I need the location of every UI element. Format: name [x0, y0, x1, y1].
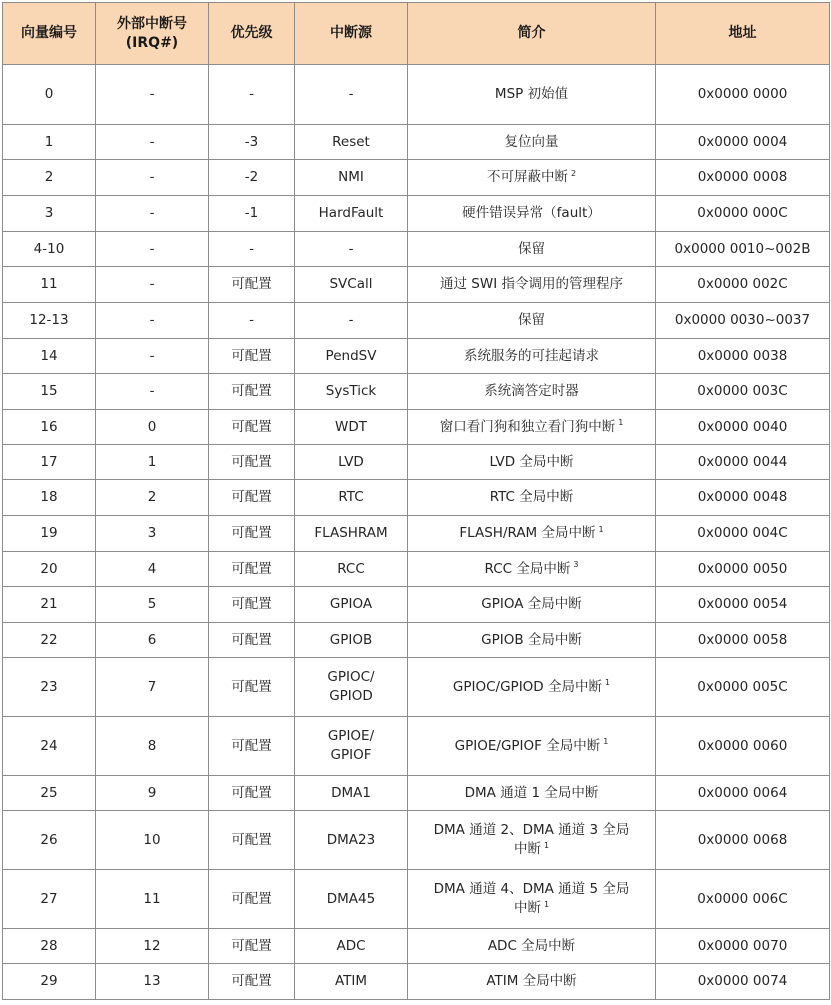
table-row — [3, 303, 830, 339]
cell-priority: 可配置 — [209, 374, 295, 410]
table-row — [3, 658, 830, 717]
cell-interrupt-source: RCC — [295, 552, 408, 587]
interrupt-vector-table — [2, 2, 830, 1000]
table-row — [3, 929, 830, 964]
table-header-row — [3, 3, 830, 65]
cell-address: 0x0000 0010~002B — [656, 232, 830, 267]
cell-vector-number: 18 — [3, 480, 96, 516]
table-row — [3, 374, 830, 410]
cell-vector-number: 2 — [3, 160, 96, 196]
cell-interrupt-source: DMA45 — [295, 870, 408, 929]
cell-vector-number: 20 — [3, 552, 96, 587]
cell-vector-number: 29 — [3, 964, 96, 1000]
cell-description: FLASH/RAM 全局中断 $^1$ — [408, 516, 656, 552]
header-address: 地址 — [656, 3, 830, 65]
cell-interrupt-source: DMA23 — [295, 811, 408, 870]
cell-description: 通过 SWI 指令调用的管理程序 — [408, 267, 656, 303]
cell-description: DMA 通道 4、DMA 通道 5 全局 中断 $^1$ — [408, 870, 656, 929]
cell-address: 0x0000 000C — [656, 196, 830, 232]
cell-priority: 可配置 — [209, 516, 295, 552]
table-row — [3, 587, 830, 623]
table-row — [3, 717, 830, 776]
table-row — [3, 267, 830, 303]
cell-vector-number: 3 — [3, 196, 96, 232]
cell-address: 0x0000 0000 — [656, 65, 830, 125]
table-row — [3, 480, 830, 516]
cell-address: 0x0000 006C — [656, 870, 830, 929]
cell-external-irq: 12 — [96, 929, 209, 964]
cell-vector-number: 21 — [3, 587, 96, 623]
table-row — [3, 232, 830, 267]
cell-external-irq: - — [96, 267, 209, 303]
cell-vector-number: 11 — [3, 267, 96, 303]
cell-description: GPIOC/GPIOD 全局中断 $^1$ — [408, 658, 656, 717]
footnote-marker: 1 — [543, 840, 550, 850]
cell-address: 0x0000 0064 — [656, 776, 830, 811]
cell-priority: 可配置 — [209, 267, 295, 303]
cell-external-irq: - — [96, 65, 209, 125]
cell-priority: 可配置 — [209, 623, 295, 658]
cell-priority: 可配置 — [209, 870, 295, 929]
header-priority: 优先级 — [209, 3, 295, 65]
cell-vector-number: 16 — [3, 410, 96, 445]
cell-interrupt-source: Reset — [295, 125, 408, 160]
cell-description: LVD 全局中断 — [408, 445, 656, 480]
cell-description: 保留 — [408, 232, 656, 267]
cell-interrupt-source: GPIOB — [295, 623, 408, 658]
header-interrupt-source: 中断源 — [295, 3, 408, 65]
cell-vector-number: 23 — [3, 658, 96, 717]
cell-address: 0x0000 0030~0037 — [656, 303, 830, 339]
header-vector-number: 向量编号 — [3, 3, 96, 65]
table-row — [3, 776, 830, 811]
cell-description: 系统服务的可挂起请求 — [408, 339, 656, 374]
cell-description: RTC 全局中断 — [408, 480, 656, 516]
cell-priority: 可配置 — [209, 339, 295, 374]
cell-description: 系统滴答定时器 — [408, 374, 656, 410]
cell-description: 保留 — [408, 303, 656, 339]
cell-interrupt-source: SysTick — [295, 374, 408, 410]
cell-interrupt-source: PendSV — [295, 339, 408, 374]
cell-address: 0x0000 003C — [656, 374, 830, 410]
cell-address: 0x0000 0054 — [656, 587, 830, 623]
table-row — [3, 623, 830, 658]
cell-description: 窗口看门狗和独立看门狗中断 $^1$ — [408, 410, 656, 445]
cell-address: 0x0000 0060 — [656, 717, 830, 776]
cell-external-irq: 8 — [96, 717, 209, 776]
cell-external-irq: 4 — [96, 552, 209, 587]
cell-interrupt-source: RTC — [295, 480, 408, 516]
cell-address: 0x0000 002C — [656, 267, 830, 303]
cell-external-irq: - — [96, 125, 209, 160]
cell-external-irq: 3 — [96, 516, 209, 552]
cell-interrupt-source: HardFault — [295, 196, 408, 232]
cell-external-irq: 10 — [96, 811, 209, 870]
cell-description: GPIOA 全局中断 — [408, 587, 656, 623]
footnote-marker: 1 — [598, 524, 604, 534]
cell-address: 0x0000 004C — [656, 516, 830, 552]
footnote-marker: 3 — [573, 560, 579, 569]
cell-vector-number: 26 — [3, 811, 96, 870]
cell-vector-number: 1 — [3, 125, 96, 160]
cell-external-irq: 1 — [96, 445, 209, 480]
cell-address: 0x0000 0050 — [656, 552, 830, 587]
cell-interrupt-source: WDT — [295, 410, 408, 445]
cell-address: 0x0000 0008 — [656, 160, 830, 196]
cell-external-irq: - — [96, 232, 209, 267]
cell-priority: - — [209, 232, 295, 267]
cell-priority: 可配置 — [209, 964, 295, 1000]
table-row — [3, 516, 830, 552]
cell-priority: - — [209, 65, 295, 125]
cell-priority: 可配置 — [209, 811, 295, 870]
cell-address: 0x0000 005C — [656, 658, 830, 717]
cell-external-irq: - — [96, 160, 209, 196]
cell-vector-number: 14 — [3, 339, 96, 374]
cell-priority: 可配置 — [209, 929, 295, 964]
cell-priority: 可配置 — [209, 480, 295, 516]
cell-description: 硬件错误异常（fault） — [408, 196, 656, 232]
cell-external-irq: - — [96, 374, 209, 410]
cell-priority: 可配置 — [209, 776, 295, 811]
cell-address: 0x0000 0044 — [656, 445, 830, 480]
cell-vector-number: 0 — [3, 65, 96, 125]
header-external-irq: 外部中断号 (IRQ#) — [96, 3, 209, 65]
footnote-marker: 1 — [605, 678, 611, 687]
table-row — [3, 160, 830, 196]
cell-address: 0x0000 0004 — [656, 125, 830, 160]
cell-description: 不可屏蔽中断 $^2$ — [408, 160, 656, 196]
table-row — [3, 552, 830, 587]
table-row — [3, 410, 830, 445]
footnote-marker: 1 — [603, 737, 609, 746]
table-row — [3, 196, 830, 232]
cell-vector-number: 17 — [3, 445, 96, 480]
table-row — [3, 964, 830, 1000]
cell-description: GPIOB 全局中断 — [408, 623, 656, 658]
cell-vector-number: 28 — [3, 929, 96, 964]
footnote-marker: 1 — [618, 418, 624, 427]
header-description: 简介 — [408, 3, 656, 65]
cell-interrupt-source: SVCall — [295, 267, 408, 303]
cell-interrupt-source: ATIM — [295, 964, 408, 1000]
cell-vector-number: 24 — [3, 717, 96, 776]
cell-external-irq: - — [96, 339, 209, 374]
cell-priority: -1 — [209, 196, 295, 232]
cell-interrupt-source: - — [295, 232, 408, 267]
cell-description: DMA 通道 1 全局中断 — [408, 776, 656, 811]
cell-external-irq: - — [96, 303, 209, 339]
cell-interrupt-source: GPIOC/ GPIOD — [295, 658, 408, 717]
cell-description: 复位向量 — [408, 125, 656, 160]
cell-priority: 可配置 — [209, 445, 295, 480]
table-row — [3, 445, 830, 480]
cell-priority: 可配置 — [209, 410, 295, 445]
cell-external-irq: - — [96, 196, 209, 232]
cell-interrupt-source: GPIOA — [295, 587, 408, 623]
cell-interrupt-source: - — [295, 303, 408, 339]
cell-interrupt-source: GPIOE/ GPIOF — [295, 717, 408, 776]
cell-priority: 可配置 — [209, 658, 295, 717]
cell-interrupt-source: DMA1 — [295, 776, 408, 811]
cell-vector-number: 22 — [3, 623, 96, 658]
cell-description: DMA 通道 2、DMA 通道 3 全局 中断 $^1$ — [408, 811, 656, 870]
cell-vector-number: 15 — [3, 374, 96, 410]
cell-description: GPIOE/GPIOF 全局中断 $^1$ — [408, 717, 656, 776]
cell-interrupt-source: FLASHRAM — [295, 516, 408, 552]
cell-external-irq: 13 — [96, 964, 209, 1000]
cell-external-irq: 7 — [96, 658, 209, 717]
cell-description: ADC 全局中断 — [408, 929, 656, 964]
cell-address: 0x0000 0070 — [656, 929, 830, 964]
cell-interrupt-source: ADC — [295, 929, 408, 964]
cell-external-irq: 9 — [96, 776, 209, 811]
table-row — [3, 339, 830, 374]
table-row — [3, 65, 830, 125]
cell-description: RCC 全局中断 $^3$ — [408, 552, 656, 587]
table-row — [3, 811, 830, 870]
cell-vector-number: 4-10 — [3, 232, 96, 267]
cell-address: 0x0000 0040 — [656, 410, 830, 445]
cell-address: 0x0000 0074 — [656, 964, 830, 1000]
cell-external-irq: 5 — [96, 587, 209, 623]
cell-priority: - — [209, 303, 295, 339]
cell-address: 0x0000 0068 — [656, 811, 830, 870]
cell-address: 0x0000 0048 — [656, 480, 830, 516]
footnote-marker: 2 — [570, 168, 577, 178]
cell-description: MSP 初始值 — [408, 65, 656, 125]
cell-vector-number: 27 — [3, 870, 96, 929]
cell-interrupt-source: NMI — [295, 160, 408, 196]
table-row — [3, 125, 830, 160]
cell-priority: 可配置 — [209, 587, 295, 623]
cell-address: 0x0000 0058 — [656, 623, 830, 658]
cell-external-irq: 6 — [96, 623, 209, 658]
cell-interrupt-source: - — [295, 65, 408, 125]
cell-external-irq: 11 — [96, 870, 209, 929]
cell-external-irq: 2 — [96, 480, 209, 516]
cell-priority: 可配置 — [209, 552, 295, 587]
cell-priority: -2 — [209, 160, 295, 196]
cell-description: ATIM 全局中断 — [408, 964, 656, 1000]
cell-interrupt-source: LVD — [295, 445, 408, 480]
table-row — [3, 870, 830, 929]
cell-priority: 可配置 — [209, 717, 295, 776]
cell-vector-number: 25 — [3, 776, 96, 811]
cell-priority: -3 — [209, 125, 295, 160]
cell-vector-number: 12-13 — [3, 303, 96, 339]
footnote-marker: 1 — [543, 899, 550, 909]
cell-vector-number: 19 — [3, 516, 96, 552]
cell-address: 0x0000 0038 — [656, 339, 830, 374]
cell-external-irq: 0 — [96, 410, 209, 445]
